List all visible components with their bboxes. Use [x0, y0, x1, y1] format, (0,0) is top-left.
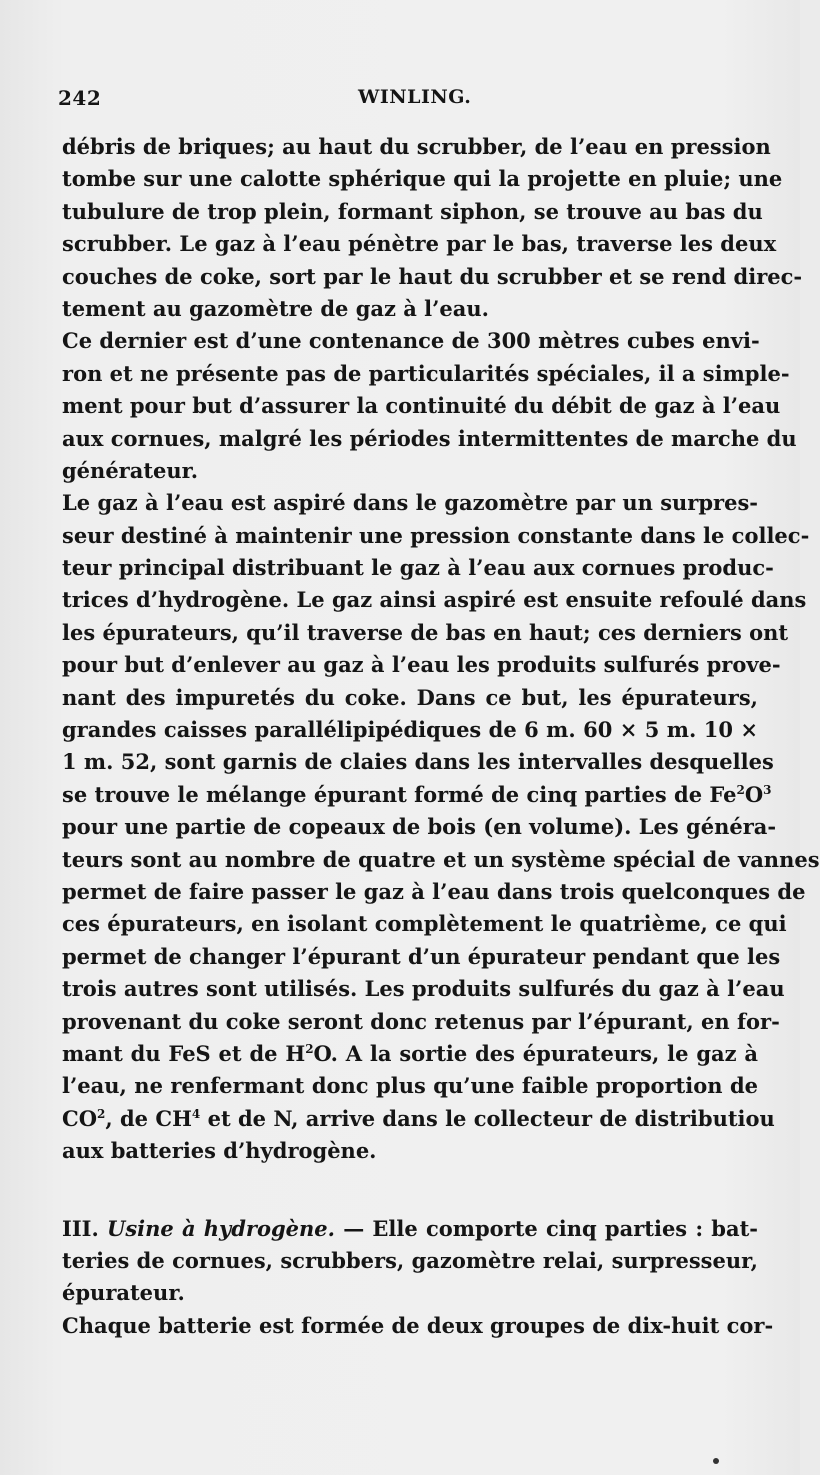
- text-line: [62, 779, 772, 811]
- text-span: CO: [62, 1105, 98, 1131]
- text-line: épurateur.: [62, 1280, 185, 1306]
- page-header: [58, 86, 748, 116]
- superscript: 2: [736, 782, 745, 797]
- text-line: débris de briques; au haut du scrubber, de l’eau en pression: [62, 134, 771, 159]
- section-number: III.: [62, 1215, 99, 1241]
- text-line: pour but d’enlever au gaz à l’eau les produits sulfurés prove-: [62, 652, 781, 678]
- text-line: trices d’hydrogène. Le gaz ainsi aspiré est ensuite refoulé dans: [62, 587, 807, 613]
- text-line: ron et ne présente pas de particularités spéciales, il a simple-: [62, 360, 790, 386]
- text-line: seur destiné à maintenir une pression constante dans le collec-: [62, 522, 810, 548]
- text-line: teurs sont au nombre de quatre et un système spécial de vannes: [62, 846, 820, 872]
- text-line: aux batteries d’hydrogène.: [62, 1138, 377, 1164]
- text-line: scrubber. Le gaz à l’eau pénètre par le bas, traverse les deux: [62, 231, 777, 257]
- text-line: trois autres sont utilisés. Les produits sulfurés du gaz à l’eau: [62, 976, 785, 1002]
- text-line: 1 m. 52, sont garnis de claies dans les intervalles desquelles: [62, 749, 774, 775]
- text-line: grandes caisses parallélipipédiques de 6 m. 60 × 5 m. 10 ×: [62, 717, 758, 743]
- body-text: [62, 131, 820, 1342]
- text-line: tubulure de trop plein, formant siphon, se trouve au bas du: [62, 198, 763, 224]
- section-iii: [62, 1213, 758, 1310]
- paragraph-5: [62, 1310, 774, 1342]
- text-line: les épurateurs, qu’il traverse de bas en haut; ces derniers ont: [62, 619, 789, 645]
- text-span: O. A la sortie des épurateurs, le gaz à: [313, 1040, 758, 1066]
- text-line: teries de cornues, scrubbers, gazomètre relai, surpresseur,: [62, 1247, 758, 1273]
- superscript: 4: [191, 1106, 201, 1121]
- text-line: nant des impuretés du coke. Dans ce but, les épurateurs,: [62, 684, 758, 710]
- text-line: provenant du coke seront donc retenus par l’épurant, en for-: [62, 1008, 780, 1034]
- text-line: [62, 1038, 758, 1070]
- text-line: Le gaz à l’eau est aspiré dans le gazomètre par un surpres-: [62, 490, 758, 516]
- text-line: teur principal distribuant le gaz à l’eau aux cornues produc-: [62, 555, 774, 581]
- text-line: [62, 1213, 758, 1245]
- text-line: couches de coke, sort par le haut du scrubber et se rend direc-: [62, 263, 803, 289]
- text-span: , de CH: [105, 1105, 192, 1131]
- paragraph-1: [62, 131, 803, 325]
- paragraph-3: [62, 487, 820, 1167]
- text-span: mant du FeS et de H: [62, 1040, 306, 1066]
- text-line: ces épurateurs, en isolant complètement le quatrième, ce qui: [62, 911, 787, 937]
- text-line: générateur.: [62, 457, 199, 483]
- section-title: Usine à hydrogène.: [107, 1215, 335, 1241]
- section-gap: [62, 1168, 758, 1213]
- text-span: et de N, arrive dans le collecteur de distributiou: [200, 1105, 775, 1131]
- text-span: se trouve le mélange épurant formé de cinq parties de Fe: [62, 781, 737, 807]
- text-span: — Elle comporte cinq parties : bat-: [334, 1215, 759, 1241]
- text-line: Chaque batterie est formée de deux groupes de dix-huit cor-: [62, 1312, 774, 1338]
- text-line: ment pour but d’assurer la continuité du débit de gaz à l’eau: [62, 393, 781, 419]
- paragraph-2: [62, 325, 797, 487]
- text-line: permet de faire passer le gaz à l’eau dans trois quelconques de: [62, 878, 806, 904]
- text-line: pour une partie de copeaux de bois (en volume). Les généra-: [62, 814, 777, 840]
- text-line: [62, 1103, 775, 1135]
- text-line: tement au gazomètre de gaz à l’eau.: [62, 295, 489, 321]
- page-number: 242: [58, 86, 102, 110]
- text-span: O: [744, 781, 764, 807]
- superscript: 2: [97, 1106, 106, 1121]
- text-line: Ce dernier est d’une contenance de 300 mètres cubes envi-: [62, 328, 760, 354]
- text-line: tombe sur une calotte sphérique qui la projette en pluie; une: [62, 166, 783, 192]
- superscript: 2: [305, 1041, 314, 1056]
- ink-speck: [713, 1458, 719, 1464]
- text-line: aux cornues, malgré les périodes intermittentes de marche du: [62, 425, 797, 451]
- text-line: permet de changer l’épurant d’un épurateur pendant que les: [62, 943, 781, 969]
- running-head: WINLING.: [358, 86, 472, 108]
- superscript: 3: [763, 782, 772, 797]
- text-line: l’eau, ne renfermant donc plus qu’une faible proportion de: [62, 1073, 758, 1099]
